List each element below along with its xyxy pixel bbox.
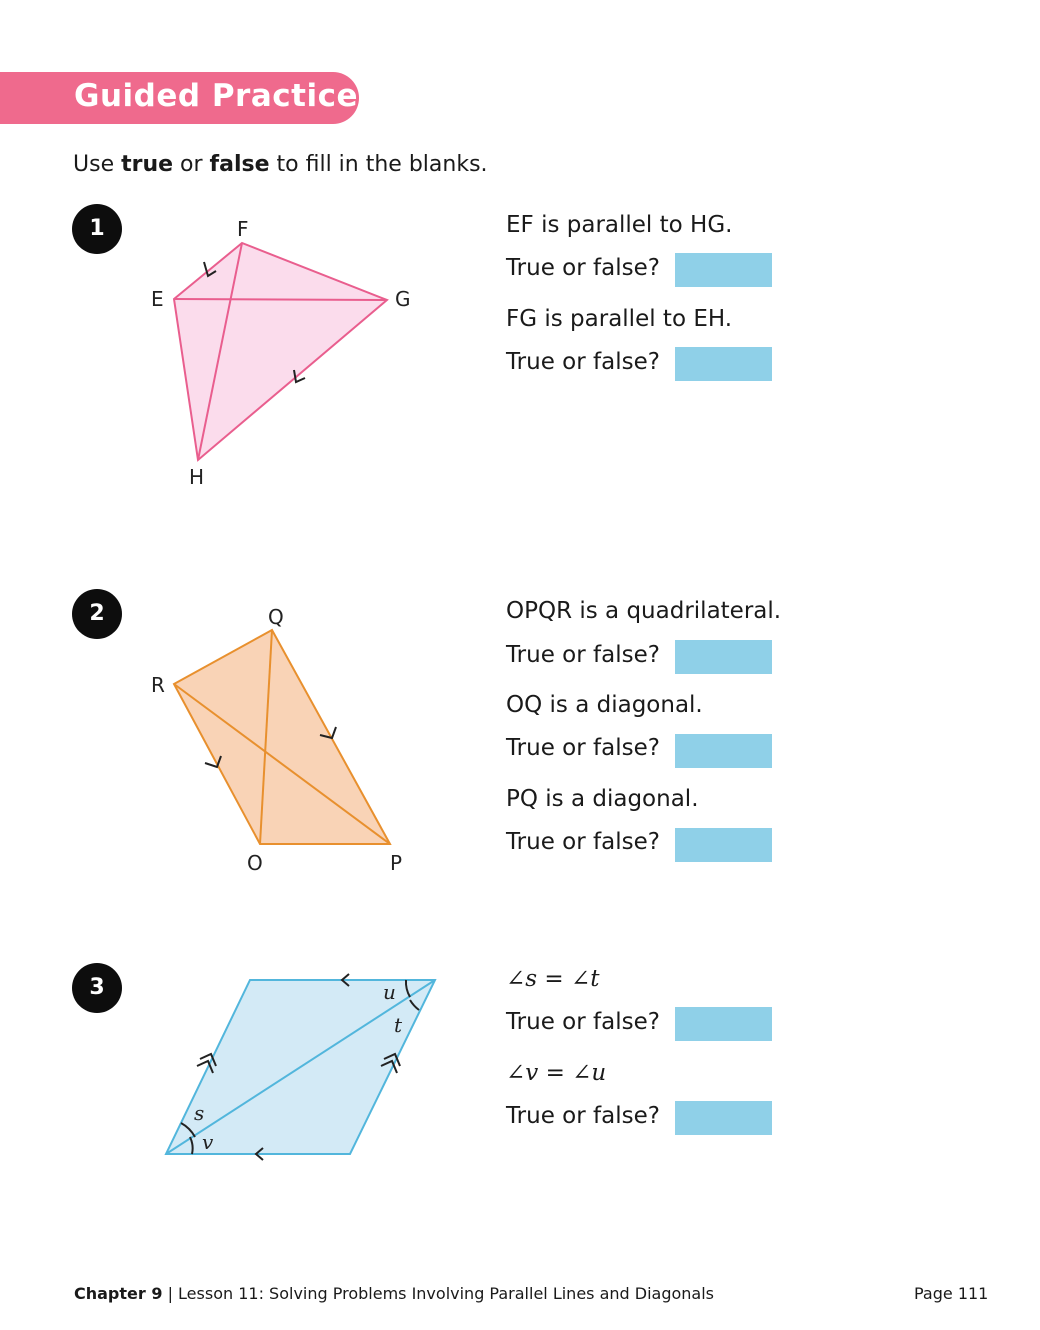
problem-3-prompt-1: True or false?	[506, 1009, 660, 1035]
angle-s-label: s	[194, 1101, 205, 1125]
section-title: Guided Practice	[74, 78, 358, 114]
footer-lesson: Lesson 11: Solving Problems Involving Parallel Lines and Diagonals	[178, 1284, 715, 1303]
footer-chapter-info	[74, 1284, 714, 1303]
problem-2-prompt-3: True or false?	[506, 829, 660, 855]
vertex-e-label: E	[151, 287, 164, 311]
vertex-h-label: H	[189, 465, 205, 489]
problem-2-statement-2: OQ is a diagonal.	[506, 692, 703, 718]
diagonal-eg	[174, 299, 387, 300]
parallelogram-diagram	[166, 974, 435, 1160]
angle-v-label: v	[202, 1130, 214, 1154]
problem-2-statement-3: PQ is a diagonal.	[506, 786, 699, 812]
angle-u-label: u	[383, 980, 396, 1004]
instructions-false-word: false	[209, 152, 270, 177]
problem-3-answer-1-box[interactable]	[675, 1007, 772, 1041]
vertex-g-label: G	[395, 287, 411, 311]
problem-1-statement-1: EF is parallel to HG.	[506, 212, 733, 238]
problem-3-statement-1: ∠s = ∠t	[506, 966, 600, 992]
problem-3-answer-2-box[interactable]	[675, 1101, 772, 1135]
instructions-prefix: Use	[73, 152, 122, 177]
problem-2-prompt-1: True or false?	[506, 642, 660, 668]
problem-3-prompt-2: True or false?	[506, 1103, 660, 1129]
instructions-true-word: true	[121, 152, 174, 177]
angle-t-label: t	[394, 1013, 403, 1037]
quadrilateral-opqr-diagram	[151, 605, 402, 875]
problem-1-prompt-1: True or false?	[506, 255, 660, 281]
problem-3-statement-2: ∠v = ∠u	[506, 1060, 607, 1086]
vertex-p-label: P	[390, 851, 403, 875]
footer-page-number: Page 111	[914, 1284, 989, 1303]
vertex-q-label: Q	[268, 605, 284, 629]
vertex-f-label: F	[237, 217, 249, 241]
problem-1-statement-2: FG is parallel to EH.	[506, 306, 733, 332]
kite-shape	[174, 243, 387, 460]
problem-2-answer-2-box[interactable]	[675, 734, 772, 768]
problem-3-number: 3	[72, 963, 122, 1013]
vertex-r-label: R	[151, 673, 165, 697]
problem-1-answer-2-box[interactable]	[675, 347, 772, 381]
footer-separator: |	[162, 1284, 179, 1303]
problem-2-statement-1: OPQR is a quadrilateral.	[506, 598, 782, 624]
footer-chapter: Chapter 9	[74, 1284, 163, 1303]
problem-1-answer-1-box[interactable]	[675, 253, 772, 287]
problem-2-answer-3-box[interactable]	[675, 828, 772, 862]
vertex-o-label: O	[247, 851, 263, 875]
quadrilateral-shape	[174, 630, 390, 844]
instructions-middle: or	[173, 152, 210, 177]
problem-1-number: 1	[72, 204, 122, 254]
kite-efgh-diagram	[151, 217, 411, 489]
problem-1-prompt-2: True or false?	[506, 349, 660, 375]
problem-2-answer-1-box[interactable]	[675, 640, 772, 674]
problem-2-prompt-2: True or false?	[506, 735, 660, 761]
problem-2-number: 2	[72, 589, 122, 639]
instructions-suffix: to fill in the blanks.	[269, 152, 488, 177]
